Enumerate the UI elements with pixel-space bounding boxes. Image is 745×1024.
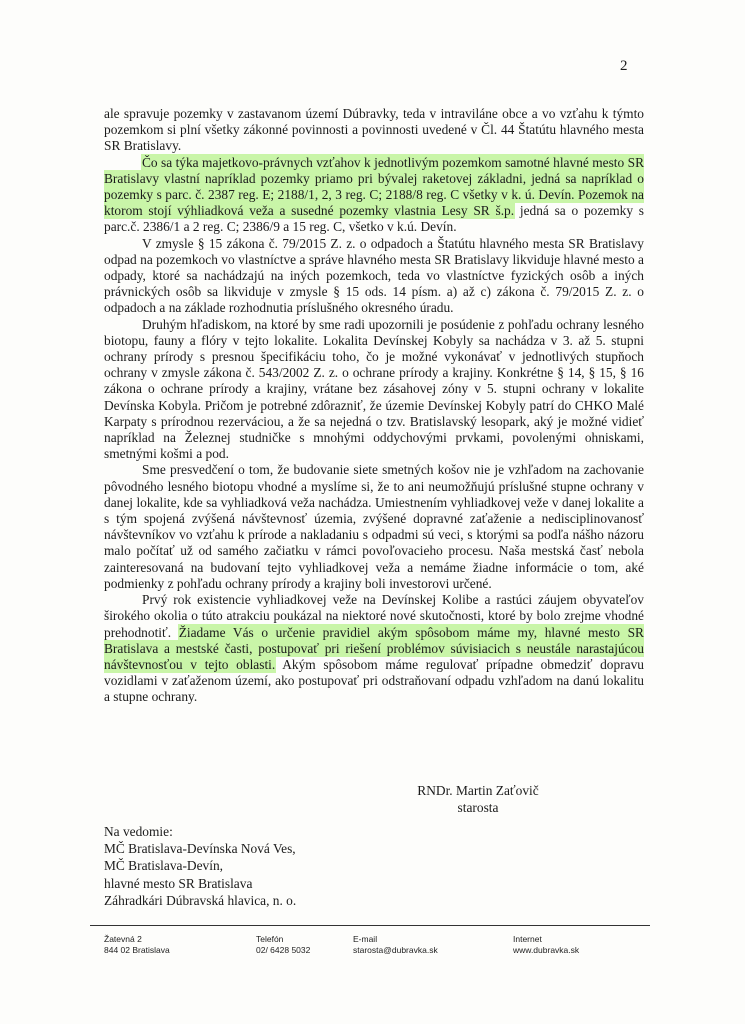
footer-email-value: starosta@dubravka.sk <box>353 945 438 955</box>
paragraph-2-rest: jedná sa o pozemky s parc.č. 2386/1 a 2 reg. C; 2386/9 a 15 reg. C, všetko v k.ú. Devín. <box>104 203 645 235</box>
paragraph-6 <box>104 592 644 705</box>
footer-web-label: Internet <box>513 934 542 944</box>
footer-email-label: E-mail <box>353 934 378 944</box>
footer-city: 844 02 Bratislava <box>104 945 170 955</box>
paragraph-6-start: Prvý rok existencie vyhliadkovej veže na Devínskej Kolibe a rastúci záujem obyvateľov širokého okolia o túto atrakciu poukázal na niektoré nové skutočnosti, ktoré by bolo zrejme vhodné prehodnotiť. <box>104 592 644 640</box>
signatory-title: starosta <box>457 799 499 815</box>
notice-recipient: hlavné mesto SR Bratislava <box>104 875 253 891</box>
paragraph-4: Druhým hľadiskom, na ktoré by sme radi upozornili je posúdenie z pohľadu ochrany lesného biotopu, fauny a flóry v tejto lokalite. Lokalita Devínskej Kobyly sa nachádza v 3. až 5. stupni ochrany prírody s presnou špecifikáciu toho, čo je možné vykonávať v jednotlivých stupňoch ochrany v zmysle zákona č. 543/2002 Z. z. o ochrane prírody a krajiny. Konkrétne § 14, § 15, § 16 zákona o ochrane prírody a krajiny, vrátane bez zásahovej zóny v 5. stupni ochrany v lokalite Devínska Kobyla. Pričom je potrebné zdôrazniť, že územie Devínskej Kobyly patrí do CHKO Malé Karpaty s prírodnou rezerváciou, a že sa nejedná o tzv. Bratislavský lesopark, aký je možné vidieť napríklad na Železnej studničke s mnohými oddychovými prvkami, povolenými ohniskami, smetnými košmi a pod. <box>104 316 644 462</box>
highlighted-text-request: Žiadame Vás o určenie pravidiel akým spôsobom máme my, hlavné mesto SR Bratislava a mestské časti, postupovať pri riešení problémov súvisiacich s neustále narastajúcou návštevnosťou v tejto oblasti. <box>104 624 644 672</box>
footer-divider <box>90 925 650 926</box>
footer-phone-value: 02/ 6428 5032 <box>256 945 311 955</box>
notice-recipient: Záhradkári Dúbravská hlavica, n. o. <box>104 892 297 908</box>
notice-list <box>104 823 296 909</box>
paragraph-1: ale spravuje pozemky v zastavanom území Dúbravky, teda v intraviláne obce a vo vzťahu k týmto pozemkom si plní všetky zákonné povinnosti a povinnosti uvedené v Čl. 44 Štatútu hlavného mesta SR Bratislavy. <box>104 106 644 154</box>
footer-phone-label: Telefón <box>256 934 284 944</box>
paragraph-5: Sme presvedčení o tom, že budovanie siete smetných košov nie je vzhľadom na zachovanie pôvodného lesného biotopu vhodné a myslíme si, že to ani neumožňujú príslušné stupne ochrany v danej lokalite, kde sa vyhliadková veža nachádza. Umiestnením vyhliadkovej veže v danej lokalite a s tým spojená zvýšená návštevnosť územia, zvýšené dopravné zaťaženie a nedisciplinovanosť návštevníkov vo vzťahu k prírode a nakladaniu s odpadmi sú veci, s ktorými sa podľa nášho názoru malo počítať už od samého začiatku v rámci povoľovacieho procesu. Naša mestská časť nebola zainteresovaná na budovaní tejto vyhliadkovej veža a nemáme žiadne informácie o tom, aké podmienky z pohľadu ochrany prírody a krajiny boli investorovi určené. <box>104 462 644 591</box>
signatory-name: RNDr. Martin Zaťovič <box>417 783 539 798</box>
paragraph-2 <box>104 155 644 236</box>
paragraph-6-end: Akým spôsobom máme regulovať prípadne obmedziť dopravu vozidlami v zaťaženom území, ako postupovať pri odstraňovaní odpadu vzhľadom na danú lokalitu a stupne ochrany. <box>104 656 644 705</box>
highlighted-text-ownership: Čo sa týka majetkovo-právnych vzťahov k jednotlivým pozemkom samotné hlavné mesto SR Bratislavy vlastní napríklad pozemky priamo pri bývalej raketovej základni, jedná sa napríklad o pozemky s parc. č. 2387 reg. E; 2188/1, 2, 3 reg. C; 2188/8 reg. C všetky v k. ú. Devín. Pozemok na ktorom stojí výhliadková veža a susedné pozemky vlastnia Lesy SR š.p. <box>104 154 644 219</box>
notice-recipient: MČ Bratislava-Devínska Nová Ves, <box>104 841 296 857</box>
footer-web-value: www.dubravka.sk <box>513 945 580 955</box>
letter-body <box>104 106 644 706</box>
footer-email <box>353 934 438 956</box>
signature-block <box>403 783 553 816</box>
paragraph-3: V zmysle § 15 zákona č. 79/2015 Z. z. o odpadoch a Štatútu hlavného mesta SR Bratislavy odpad na pozemkoch vo vlastníctve a správe hlavného mesta SR Bratislavy likviduje hlavné mesto a odpady, ktoré sa nachádzajú na iných pozemkoch, teda vo vlastníctve fyzických osôb a iných právnických osôb sa likviduje v zmysle § 15 ods. 14 písm. a) až c) zákona č. 79/2015 Z. z. o odpadoch a na základe rozhodnutia príslušného okresného úradu. <box>104 235 644 316</box>
footer-street: Žatevná 2 <box>104 934 142 944</box>
notice-heading: Na vedomie: <box>104 824 173 839</box>
page-number: 2 <box>620 58 628 74</box>
footer-address <box>104 934 170 956</box>
footer-web <box>513 934 579 956</box>
notice-recipient: MČ Bratislava-Devín, <box>104 858 224 874</box>
footer-phone <box>256 934 310 956</box>
